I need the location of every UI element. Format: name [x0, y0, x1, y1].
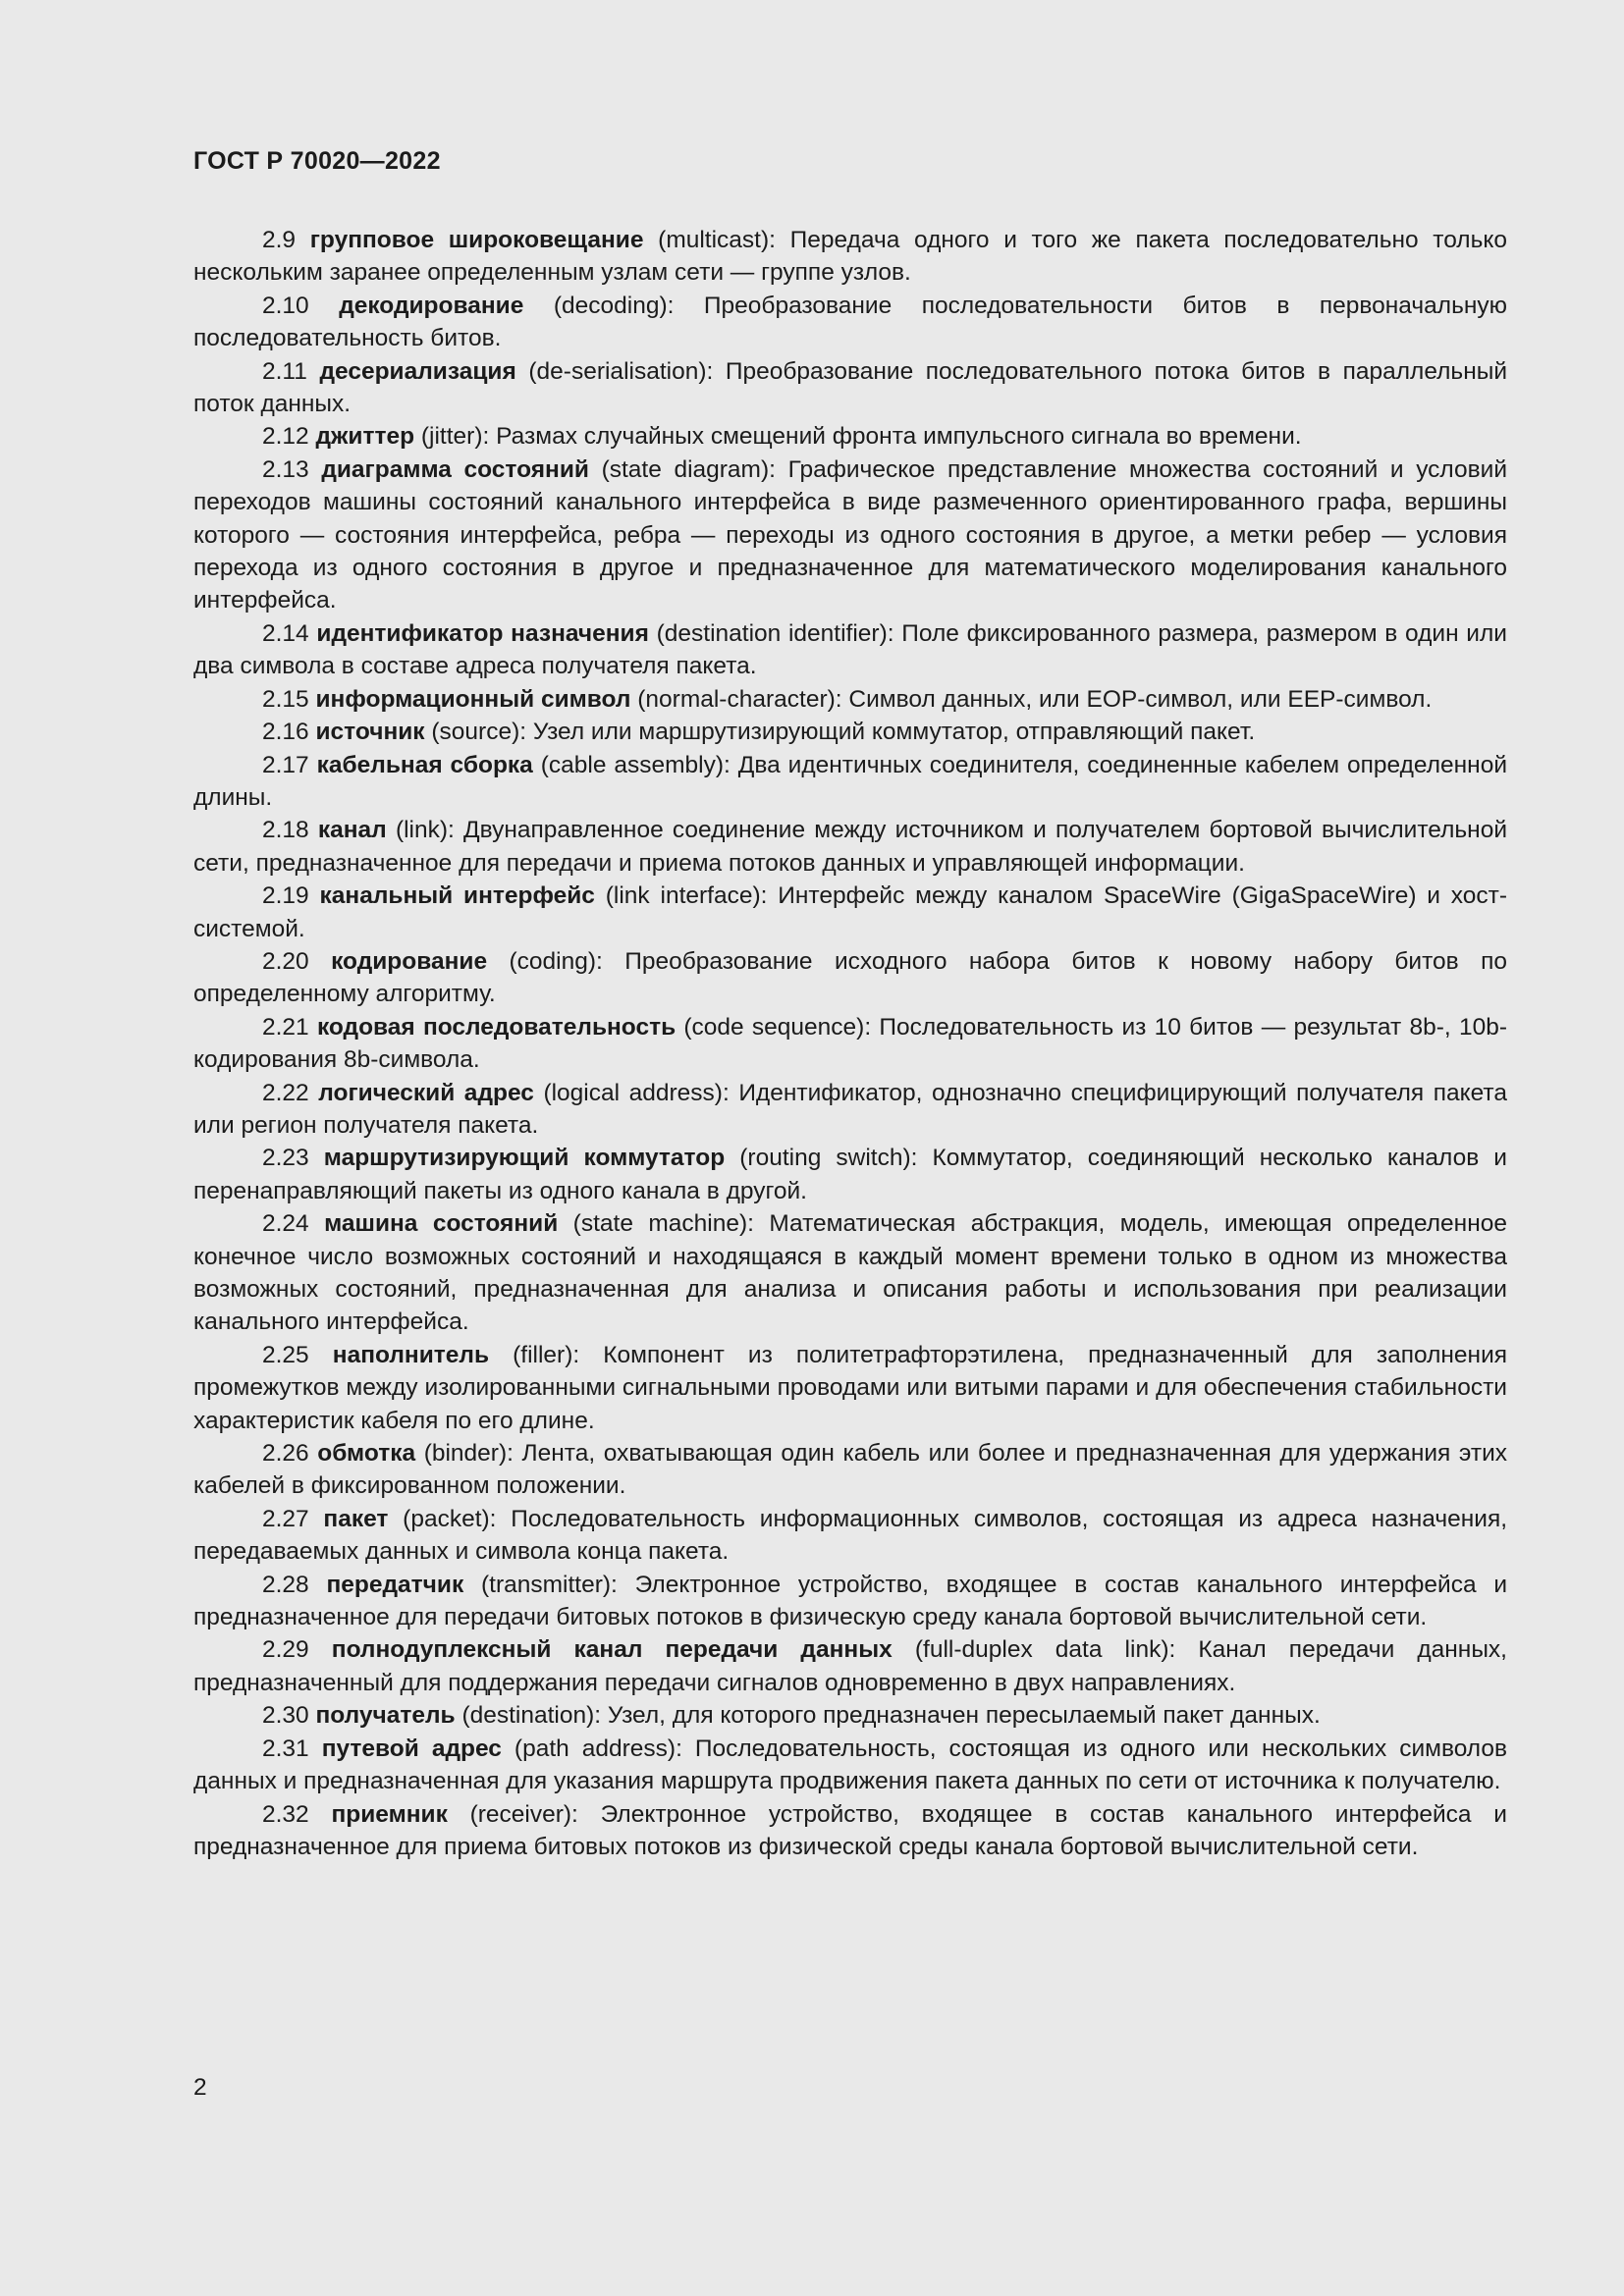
term-definition: Размах случайных смещений фронта импульсного сигнала во времени.: [496, 423, 1302, 451]
term-english: (code sequence):: [683, 1013, 872, 1041]
term-name: канальный интерфейс: [319, 882, 595, 910]
term-english: (link):: [395, 817, 455, 844]
term-name: передатчик: [326, 1571, 464, 1598]
term-definition: Преобразование последовательного потока битов в параллельный поток данных.: [193, 357, 1508, 418]
term-number: 2.15: [262, 685, 309, 713]
term-entry: [193, 1339, 1507, 1437]
term-english: (jitter):: [420, 423, 490, 451]
term-name: источник: [315, 719, 425, 746]
term-entry: [193, 1798, 1507, 1864]
term-name: логический адрес: [318, 1079, 534, 1106]
term-english: (packet):: [403, 1505, 497, 1532]
term-name: машина состояний: [324, 1210, 559, 1238]
term-number: 2.18: [262, 817, 309, 844]
term-english: (coding):: [509, 947, 603, 975]
term-definition: Преобразование исходного набора битов к новому набору битов по определенному алгоритму.: [193, 947, 1507, 1008]
term-definition: Электронное устройство, входящее в состав канального интерфейса и предназначенное для передачи битовых потоков в физическую среду канала бортовой вычислительной сети.: [193, 1571, 1508, 1631]
term-english: (state machine):: [572, 1210, 754, 1238]
term-number: 2.20: [262, 947, 309, 975]
term-name: наполнитель: [332, 1341, 490, 1368]
term-name: пакет: [323, 1505, 389, 1532]
term-name: информационный символ: [315, 685, 631, 713]
term-number: 2.29: [262, 1636, 309, 1664]
term-number: 2.19: [262, 882, 309, 910]
term-entry: [193, 1142, 1507, 1207]
term-definition: Поле фиксированного размера, размером в один или два символа в составе адреса получателя пакета.: [193, 619, 1507, 680]
term-name: кабельная сборка: [316, 751, 533, 778]
term-entry: [193, 290, 1507, 355]
term-english: (source):: [431, 719, 527, 746]
term-definition: Преобразование последовательности битов в первоначальную последовательность битов.: [193, 292, 1508, 352]
term-english: (receiver):: [469, 1800, 578, 1828]
term-entry: [193, 1011, 1507, 1077]
term-number: 2.13: [262, 455, 309, 483]
term-entry: [193, 617, 1507, 683]
term-definition: Два идентичных соединителя, соединенные кабелем определенной длины.: [193, 751, 1508, 811]
term-english: (state diagram):: [601, 455, 776, 483]
term-definition: Коммутатор, соединяющий несколько каналов и перенаправляющий пакеты из одного канала в другой.: [193, 1145, 1507, 1204]
term-name: диаграмма состояний: [321, 455, 589, 483]
term-definition: Двунаправленное соединение между источником и получателем бортовой вычислительной сети, предназначенное для передачи и приема потоков данных и управляющей информации.: [193, 817, 1508, 877]
term-number: 2.28: [262, 1571, 309, 1598]
term-name: десериализация: [319, 357, 516, 385]
term-english: (de-serialisation):: [528, 357, 714, 385]
term-entry: [193, 420, 1507, 453]
term-english: (path address):: [514, 1735, 682, 1762]
term-definition: Узел или маршрутизирующий коммутатор, отправляющий пакет.: [532, 719, 1256, 746]
term-entry: [193, 716, 1507, 748]
term-name: обмотка: [317, 1440, 416, 1468]
term-english: (destination):: [461, 1702, 602, 1730]
term-entry: [193, 224, 1507, 290]
term-name: групповое широковещание: [309, 227, 644, 253]
term-entry: [193, 1733, 1507, 1798]
term-entry: [193, 1633, 1507, 1699]
page-number: 2: [193, 2074, 207, 2101]
term-number: 2.21: [262, 1013, 309, 1041]
term-definition: Электронное устройство, входящее в состав канального интерфейса и предназначенное для приема битовых потоков из физической среды канала бортовой вычислительной сети.: [193, 1800, 1507, 1860]
term-number: 2.23: [262, 1145, 309, 1172]
term-number: 2.25: [262, 1341, 309, 1368]
term-definition: Передача одного и того же пакета последовательно только нескольким заранее определенным узлам сети — группе узлов.: [193, 227, 1507, 287]
term-number: 2.9: [262, 227, 297, 253]
term-number: 2.26: [262, 1440, 309, 1468]
term-entry: [193, 454, 1507, 617]
term-number: 2.12: [262, 423, 309, 451]
term-english: (full-duplex data link):: [914, 1636, 1176, 1664]
term-name: получатель: [315, 1702, 456, 1730]
term-definition: Интерфейс между каналом SpaceWire (GigaSpaceWire) и хост-системой.: [193, 882, 1508, 942]
term-number: 2.14: [262, 619, 309, 647]
term-name: идентификатор назначения: [316, 619, 649, 647]
term-entry: [193, 880, 1507, 945]
term-name: маршрутизирующий коммутатор: [323, 1145, 726, 1172]
term-english: (cable assembly):: [540, 751, 731, 778]
document-header: ГОСТ Р 70020—2022: [193, 147, 441, 175]
term-english: (transmitter):: [481, 1571, 618, 1598]
term-number: 2.32: [262, 1800, 309, 1828]
term-english: (binder):: [423, 1440, 514, 1468]
term-definition: Графическое представление множества состояний и условий переходов машины состояний канального интерфейса в виде размеченного ориентированного графа, вершины которого — состояния интерфейса, ребра — переходы из одного состояния в другое, а метки ребер — условия перехода из одного состояния в другое и предназначенное для математического моделирования канального интерфейса.: [193, 455, 1508, 614]
term-english: (filler):: [513, 1341, 580, 1368]
term-number: 2.16: [262, 719, 309, 746]
term-definition: Последовательность, состоящая из одного или нескольких символов данных и предназначенная для указания маршрута продвижения пакета данных по сети от источника к получателю.: [193, 1735, 1508, 1795]
term-definition: Узел, для которого предназначен пересылаемый пакет данных.: [607, 1702, 1321, 1730]
term-number: 2.27: [262, 1505, 309, 1532]
term-number: 2.30: [262, 1702, 309, 1730]
term-number: 2.24: [262, 1210, 309, 1238]
term-name: декодирование: [339, 292, 524, 319]
term-name: приемник: [331, 1800, 448, 1828]
term-definition: Компонент из политетрафторэтилена, предназначенный для заполнения промежутков между изолированными сигнальными проводами или витыми парами и для обеспечения стабильности характеристик кабеля по его длине.: [193, 1341, 1508, 1434]
term-entry: [193, 1699, 1507, 1732]
term-definition: Идентификатор, однозначно специфицирующий получателя пакета или регион получателя пакета.: [193, 1079, 1507, 1139]
term-entry: [193, 1437, 1507, 1503]
terms-list: [193, 224, 1507, 1863]
term-name: канал: [317, 817, 387, 844]
term-name: кодовая последовательность: [316, 1013, 677, 1041]
term-english: (normal-character):: [637, 685, 842, 713]
term-number: 2.11: [262, 357, 307, 385]
term-entry: [193, 945, 1507, 1011]
term-definition: Последовательность информационных символов, состоящая из адреса назначения, передаваемых данных и символа конца пакета.: [193, 1505, 1508, 1566]
term-number: 2.22: [262, 1079, 309, 1106]
term-entry: [193, 1503, 1507, 1569]
term-name: путевой адрес: [321, 1735, 502, 1762]
term-name: полнодуплексный канал передачи данных: [331, 1636, 893, 1664]
term-entry: [193, 1207, 1507, 1339]
term-definition: Канал передачи данных, предназначенный для поддержания передачи сигналов одновременно в двух направлениях.: [193, 1636, 1507, 1696]
term-english: (link interface):: [605, 882, 768, 910]
term-english: (decoding):: [553, 292, 675, 319]
term-definition: Последовательность из 10 битов — результат 8b-, 10b-кодирования 8b-символа.: [193, 1013, 1507, 1074]
term-english: (destination identifier):: [656, 619, 894, 647]
term-entry: [193, 355, 1507, 421]
term-name: кодирование: [331, 947, 488, 975]
term-name: джиттер: [315, 423, 415, 451]
term-number: 2.17: [262, 751, 309, 778]
term-number: 2.31: [262, 1735, 309, 1762]
term-number: 2.10: [262, 292, 309, 319]
term-entry: [193, 1077, 1507, 1143]
term-entry: [193, 814, 1507, 880]
term-entry: [193, 749, 1507, 815]
term-entry: [193, 1569, 1507, 1634]
term-english: (multicast):: [658, 227, 776, 253]
term-definition: Символ данных, или EOP-символ, или EEP-символ.: [848, 685, 1433, 713]
term-english: (logical address):: [543, 1079, 730, 1106]
term-definition: Лента, охватывающая один кабель или более и предназначенная для удержания этих кабелей в фиксированном положении.: [193, 1440, 1508, 1500]
term-english: (routing switch):: [739, 1145, 918, 1172]
term-entry: [193, 683, 1507, 716]
term-definition: Математическая абстракция, модель, имеющая определенное конечное число возможных состояний и находящаяся в каждый момент времени только в одном из множества возможных состояний, предназначенная для анализа и описания работы и использования при реализации канального интерфейса.: [193, 1210, 1507, 1336]
